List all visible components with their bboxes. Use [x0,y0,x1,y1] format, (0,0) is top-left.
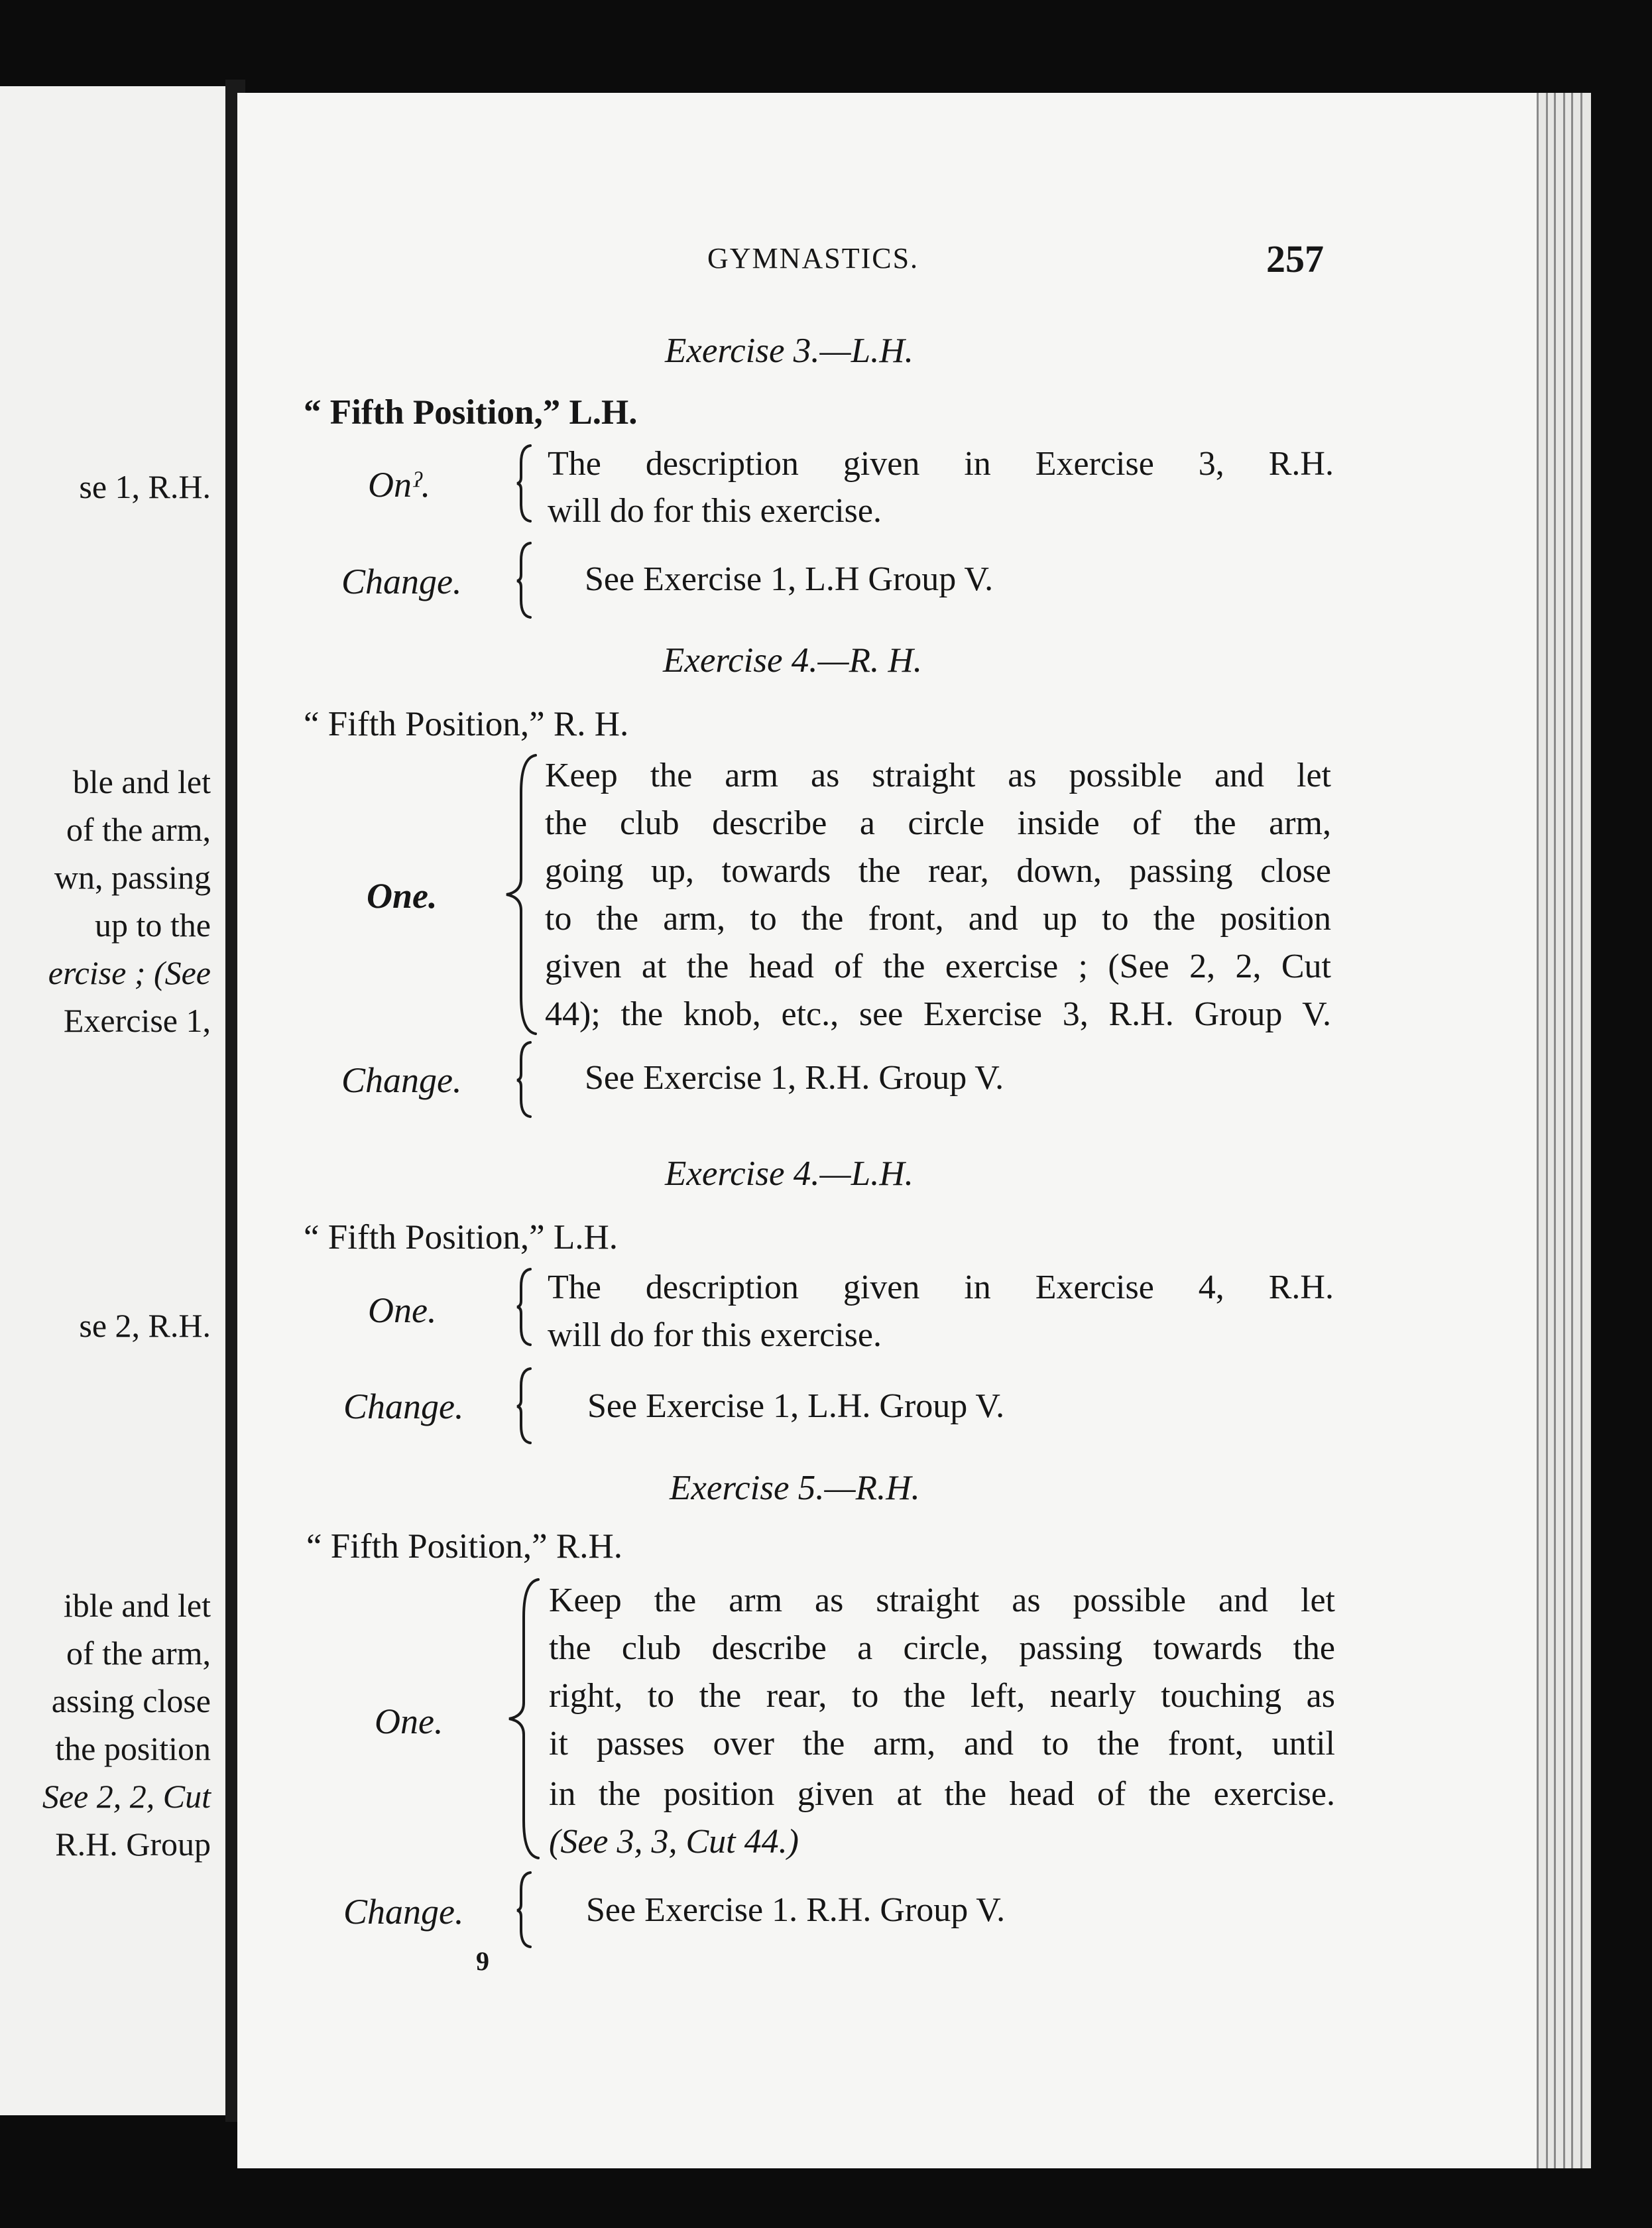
left-page-line: See 2, 2, Cut [42,1778,211,1815]
description-line: Keep the arm as straight as possible and let [549,1581,1335,1619]
exercise-heading: Exercise 5.—R.H. [670,1469,920,1507]
left-page-line: se 2, R.H. [79,1307,211,1344]
position-line: “ Fifth Position,” L.H. [304,393,638,432]
description-line: given at the head of the exercise ; (See 2, 2, Cut [545,948,1331,985]
left-facing-page [0,86,231,2115]
left-page-line: Exercise 1, [63,1002,211,1039]
left-page-line: of the arm, [66,1635,211,1672]
brace-icon [505,1577,545,1862]
position-line: “ Fifth Position,” R.H. [306,1527,623,1566]
description-line: right, to the rear, to the left, nearly touching as [549,1677,1335,1715]
change-text: See Exercise 1, R.H. Group V. [585,1059,1004,1097]
change-label: Change. [341,562,462,601]
brace-icon [516,1267,536,1347]
exercise-heading: Exercise 3.—L.H. [665,332,914,370]
description-line: Keep the arm as straight as possible and let [545,757,1331,794]
change-text: See Exercise 1. R.H. Group V. [586,1891,1006,1929]
exercise-heading: Exercise 4.—R. H. [663,641,923,680]
change-label: Change. [343,1387,464,1426]
description-line: going up, towards the rear, down, passing close [545,852,1331,890]
brace-icon [516,1870,536,1950]
brace-icon [516,443,536,524]
left-page-line: the position [55,1730,211,1767]
left-page-line: ble and let [72,763,211,800]
position-line: “ Fifth Position,” R. H. [304,705,629,743]
one-label: Onˀ. [368,465,431,505]
one-label: One. [375,1702,443,1741]
description-line: will do for this exercise. [548,1316,882,1354]
change-text: See Exercise 1, L.H Group V. [585,560,994,598]
left-page-line: ible and let [63,1587,211,1624]
description-line: (See 3, 3, Cut 44.) [549,1823,799,1861]
signature-mark: 9 [476,1946,489,1976]
description-line: to the arm, to the front, and up to the position [545,900,1331,938]
one-label: One. [367,876,438,916]
description-line: the club describe a circle inside of the arm, [545,804,1331,842]
one-label: One. [368,1290,437,1330]
page-edges [1531,93,1591,2168]
left-page-line: assing close [51,1682,211,1719]
left-page-line: of the arm, [66,811,211,848]
change-label: Change. [343,1892,464,1932]
page-number: 257 [1266,237,1324,280]
left-page-line: ercise ; (See [48,954,211,991]
description-line: The description given in Exercise 3, R.H. [548,445,1334,483]
left-page-line: up to the [95,906,211,944]
description-line: 44); the knob, etc., see Exercise 3, R.H. Group V. [545,995,1331,1033]
brace-icon [516,1040,536,1119]
change-text: See Exercise 1, L.H. Group V. [587,1387,1005,1425]
brace-icon [516,1366,536,1446]
brace-icon [516,540,536,620]
left-page-line: se 1, R.H. [79,468,211,505]
left-page-line: wn, passing [54,859,211,896]
description-line: will do for this exercise. [548,492,882,530]
brace-icon [502,753,542,1038]
position-line: “ Fifth Position,” L.H. [304,1218,619,1257]
description-line: in the position given at the head of the exercise. [549,1775,1335,1813]
change-label: Change. [341,1060,462,1100]
description-line: it passes over the arm, and to the front, until [549,1725,1335,1763]
description-line: The description given in Exercise 4, R.H. [548,1269,1334,1306]
exercise-heading: Exercise 4.—L.H. [665,1154,914,1193]
description-line: the club describe a circle, passing towards the [549,1629,1335,1667]
left-page-line: R.H. Group [55,1826,211,1863]
running-title: GYMNASTICS. [707,242,919,275]
